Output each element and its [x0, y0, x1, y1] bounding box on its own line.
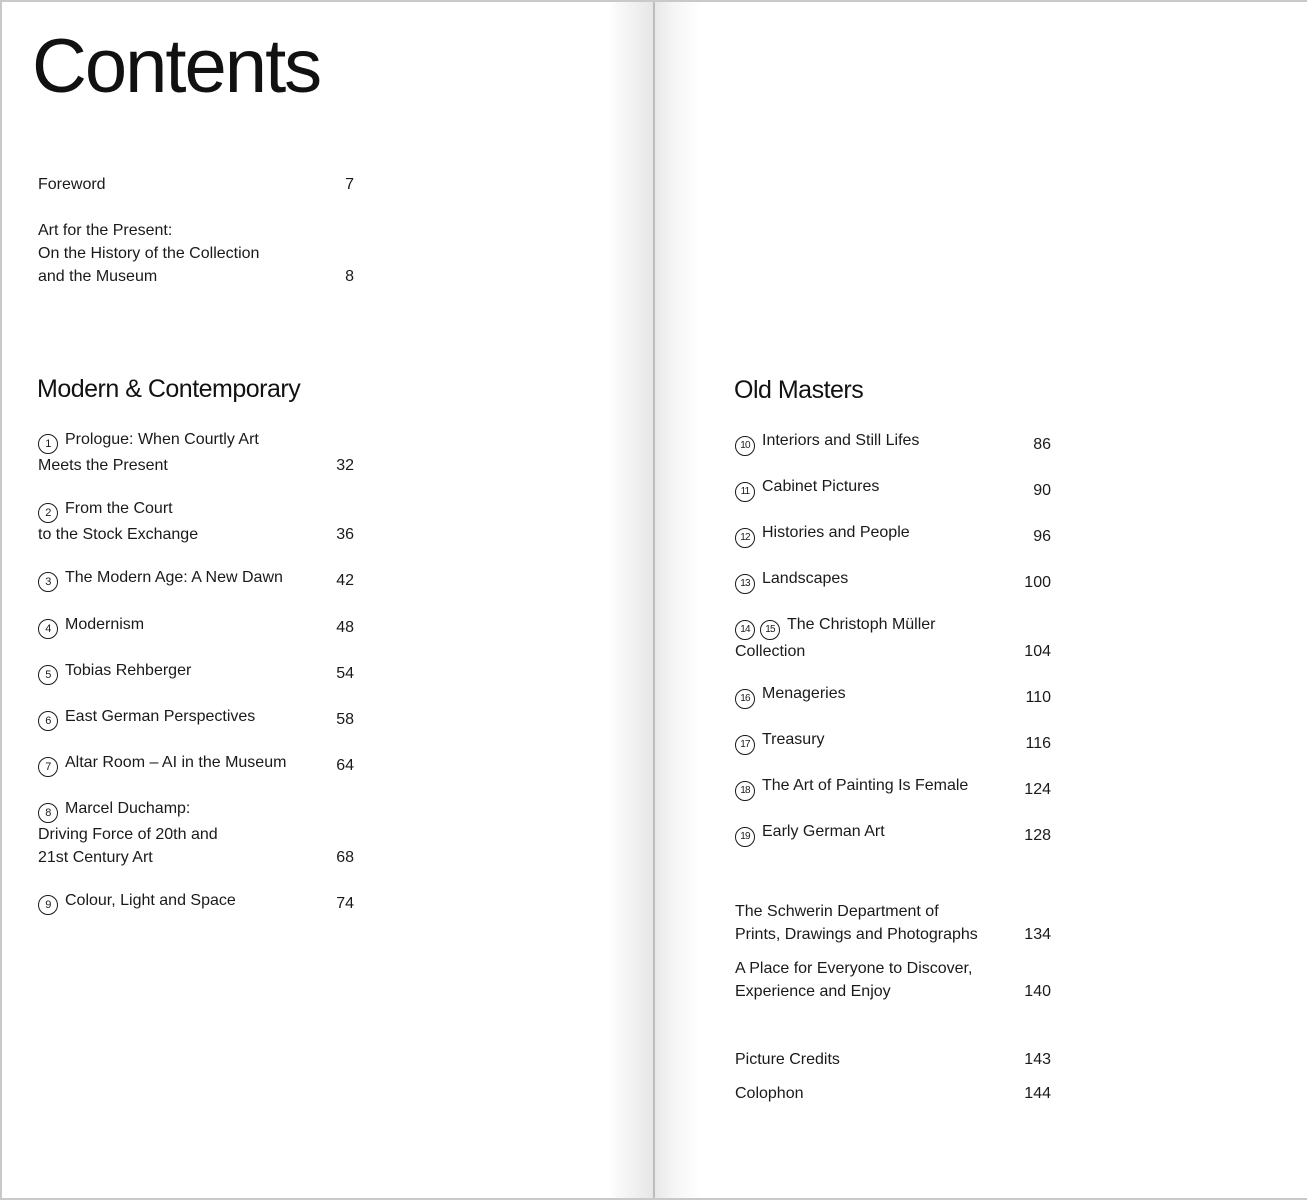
chapter-number-badge: 10 — [735, 436, 755, 456]
toc-page-number: 8 — [345, 268, 354, 285]
toc-entry-chapter-19 — [735, 820, 1051, 847]
toc-page-number: 36 — [336, 526, 354, 543]
toc-entry-chapter-16 — [735, 682, 1051, 709]
toc-entry-line — [38, 659, 354, 685]
toc-page-number: 110 — [1025, 689, 1051, 706]
chapter-number-badge: 1 — [38, 434, 58, 454]
chapter-number-badge: 5 — [38, 665, 58, 685]
toc-entry-line-text: From the Court — [65, 500, 173, 517]
toc-entry-text — [735, 567, 1051, 594]
chapter-number-badge: 17 — [735, 735, 755, 755]
toc-entry-line — [735, 820, 1051, 847]
section-heading-old-masters: Old Masters — [734, 376, 864, 404]
toc-page-number: 42 — [336, 572, 354, 589]
toc-entry-text — [735, 900, 1051, 946]
toc-entry-line: Picture Credits — [735, 1051, 840, 1068]
toc-entry-line — [38, 705, 354, 731]
toc-entry-line: Foreword — [38, 176, 106, 193]
toc-entry-line-text: The Christoph Müller — [787, 616, 936, 633]
toc-page-number: 100 — [1024, 574, 1051, 591]
toc-entry-text — [38, 659, 354, 685]
toc-page-number: 86 — [1033, 436, 1051, 453]
page-title: Contents — [32, 24, 321, 109]
toc-entry-line — [735, 567, 1051, 594]
toc-entry-text — [38, 889, 354, 915]
toc-entry-line — [38, 613, 354, 639]
chapter-number-badge: 7 — [38, 757, 58, 777]
toc-page-number: 48 — [336, 619, 354, 636]
toc-entry-chapter-9 — [38, 889, 354, 915]
toc-entry-foreword — [38, 173, 354, 196]
toc-page-number: 128 — [1024, 827, 1051, 844]
chapter-number-badge: 6 — [38, 711, 58, 731]
toc-entry-text — [735, 475, 1051, 502]
toc-entry-line-text: Colour, Light and Space — [65, 892, 236, 909]
toc-entry-chapter-3 — [38, 566, 354, 592]
toc-page-number: 68 — [336, 849, 354, 866]
toc-entry-line: A Place for Everyone to Discover, — [735, 960, 973, 977]
toc-entry-text — [38, 613, 354, 639]
toc-entry-line-text: Marcel Duchamp: — [65, 800, 191, 817]
toc-page-number: 116 — [1025, 735, 1051, 752]
toc-entry-line: Experience and Enjoy — [735, 983, 891, 1000]
chapter-number-badge: 12 — [735, 528, 755, 548]
toc-page-number: 104 — [1024, 643, 1051, 660]
toc-entry-chapter-11 — [735, 475, 1051, 502]
toc-page-number: 54 — [336, 665, 354, 682]
toc-entry-chapter-2 — [38, 497, 354, 546]
chapter-number-badge: 9 — [38, 895, 58, 915]
toc-entry-chapter-8 — [38, 797, 354, 869]
section-heading-modern: Modern & Contemporary — [37, 375, 301, 403]
toc-entry-text — [38, 428, 354, 477]
toc-entry-a-place-for-everyone — [735, 957, 1051, 1003]
toc-entry-line — [38, 751, 354, 777]
toc-entry-chapter-10 — [735, 429, 1051, 456]
toc-entry-text — [735, 728, 1051, 755]
toc-entry-text — [735, 1048, 1051, 1071]
toc-entry-line — [38, 566, 354, 592]
toc-page-number: 90 — [1033, 482, 1051, 499]
toc-entry-line — [735, 429, 1051, 456]
toc-page-number: 74 — [336, 895, 354, 912]
toc-entry-line-text: The Art of Painting Is Female — [762, 777, 969, 794]
toc-entry-line — [38, 428, 354, 454]
toc-entry-line: On the History of the Collection — [38, 245, 260, 262]
toc-entry-art-for-the-present — [38, 219, 354, 288]
toc-entry-text — [38, 751, 354, 777]
toc-entry-line-text: Cabinet Pictures — [762, 478, 880, 495]
toc-entry-line — [735, 475, 1051, 502]
toc-entry-text — [38, 497, 354, 546]
toc-entry-line: The Schwerin Department of — [735, 903, 939, 920]
toc-entry-line-text: Treasury — [762, 731, 825, 748]
toc-entry-line-text: The Modern Age: A New Dawn — [65, 569, 283, 586]
toc-entry-chapter-6 — [38, 705, 354, 731]
toc-entry-line-text: Tobias Rehberger — [65, 662, 192, 679]
chapter-number-badge: 18 — [735, 781, 755, 801]
chapter-number-badge: 16 — [735, 689, 755, 709]
toc-entry-line-text: Histories and People — [762, 524, 910, 541]
toc-entry-line — [735, 613, 1051, 640]
toc-entry-text — [38, 566, 354, 592]
toc-entry-chapter-12 — [735, 521, 1051, 548]
toc-page-number: 144 — [1024, 1085, 1051, 1102]
toc-entry-chapter-4 — [38, 613, 354, 639]
chapter-number-badge: 4 — [38, 619, 58, 639]
toc-entry-line: Driving Force of 20th and — [38, 826, 218, 843]
toc-entry-chapter-18 — [735, 774, 1051, 801]
toc-page-number: 32 — [336, 457, 354, 474]
toc-entry-line: Collection — [735, 643, 806, 660]
chapter-number-badge: 11 — [735, 482, 755, 502]
toc-entry-line: Meets the Present — [38, 457, 168, 474]
toc-entry-line — [735, 682, 1051, 709]
chapter-number-badge: 3 — [38, 572, 58, 592]
toc-entry-text — [735, 774, 1051, 801]
chapter-number-badge: 14 — [735, 620, 755, 640]
toc-entry-line: Art for the Present: — [38, 222, 173, 239]
toc-entry-chapter-5 — [38, 659, 354, 685]
toc-entry-text — [38, 219, 354, 288]
toc-entry-line-text: Landscapes — [762, 570, 849, 587]
toc-entry-line — [735, 728, 1051, 755]
chapter-number-badge: 15 — [760, 620, 780, 640]
chapter-number-badge: 13 — [735, 574, 755, 594]
chapter-number-badge: 8 — [38, 803, 58, 823]
toc-entry-line: Colophon — [735, 1085, 804, 1102]
right-page — [655, 2, 1307, 1198]
toc-entry-line: 21st Century Art — [38, 849, 153, 866]
chapter-number-badge: 19 — [735, 827, 755, 847]
toc-page-number: 134 — [1024, 926, 1051, 943]
toc-entry-text — [735, 682, 1051, 709]
toc-entry-chapter-14-15 — [735, 613, 1051, 663]
toc-page-number: 140 — [1024, 983, 1051, 1000]
toc-entry-chapter-13 — [735, 567, 1051, 594]
toc-entry-schwerin-department — [735, 900, 1051, 946]
toc-entry-line — [38, 889, 354, 915]
toc-entry-chapter-7 — [38, 751, 354, 777]
toc-entry-line-text: Altar Room – AI in the Museum — [65, 754, 287, 771]
toc-entry-line-text: East German Perspectives — [65, 708, 256, 725]
toc-entry-text — [38, 173, 354, 196]
toc-entry-text — [735, 613, 1051, 663]
toc-entry-line-text: Early German Art — [762, 823, 885, 840]
toc-entry-text — [735, 1082, 1051, 1105]
toc-entry-picture-credits — [735, 1048, 1051, 1071]
toc-entry-text — [38, 705, 354, 731]
toc-entry-line-text: Interiors and Still Lifes — [762, 432, 920, 449]
toc-entry-line: and the Museum — [38, 268, 158, 285]
toc-page-number: 143 — [1024, 1051, 1051, 1068]
toc-entry-colophon — [735, 1082, 1051, 1105]
toc-entry-text — [38, 797, 354, 869]
toc-entry-line: to the Stock Exchange — [38, 526, 199, 543]
toc-entry-line-text: Modernism — [65, 616, 145, 633]
toc-entry-text — [735, 521, 1051, 548]
toc-page-number: 124 — [1024, 781, 1051, 798]
toc-entry-text — [735, 429, 1051, 456]
toc-entry-line: Prints, Drawings and Photographs — [735, 926, 978, 943]
toc-entry-line-text: Menageries — [762, 685, 846, 702]
toc-entry-line — [38, 797, 354, 823]
toc-entry-text — [735, 820, 1051, 847]
toc-entry-line — [38, 497, 354, 523]
toc-entry-line-text: Prologue: When Courtly Art — [65, 431, 259, 448]
toc-page-number: 58 — [336, 711, 354, 728]
toc-page-number: 7 — [345, 176, 354, 193]
toc-entry-chapter-1 — [38, 428, 354, 477]
toc-page-number: 96 — [1033, 528, 1051, 545]
chapter-number-badge: 2 — [38, 503, 58, 523]
toc-entry-chapter-17 — [735, 728, 1051, 755]
toc-page-number: 64 — [336, 757, 354, 774]
toc-entry-line — [735, 774, 1051, 801]
toc-entry-line — [735, 521, 1051, 548]
toc-entry-text — [735, 957, 1051, 1003]
